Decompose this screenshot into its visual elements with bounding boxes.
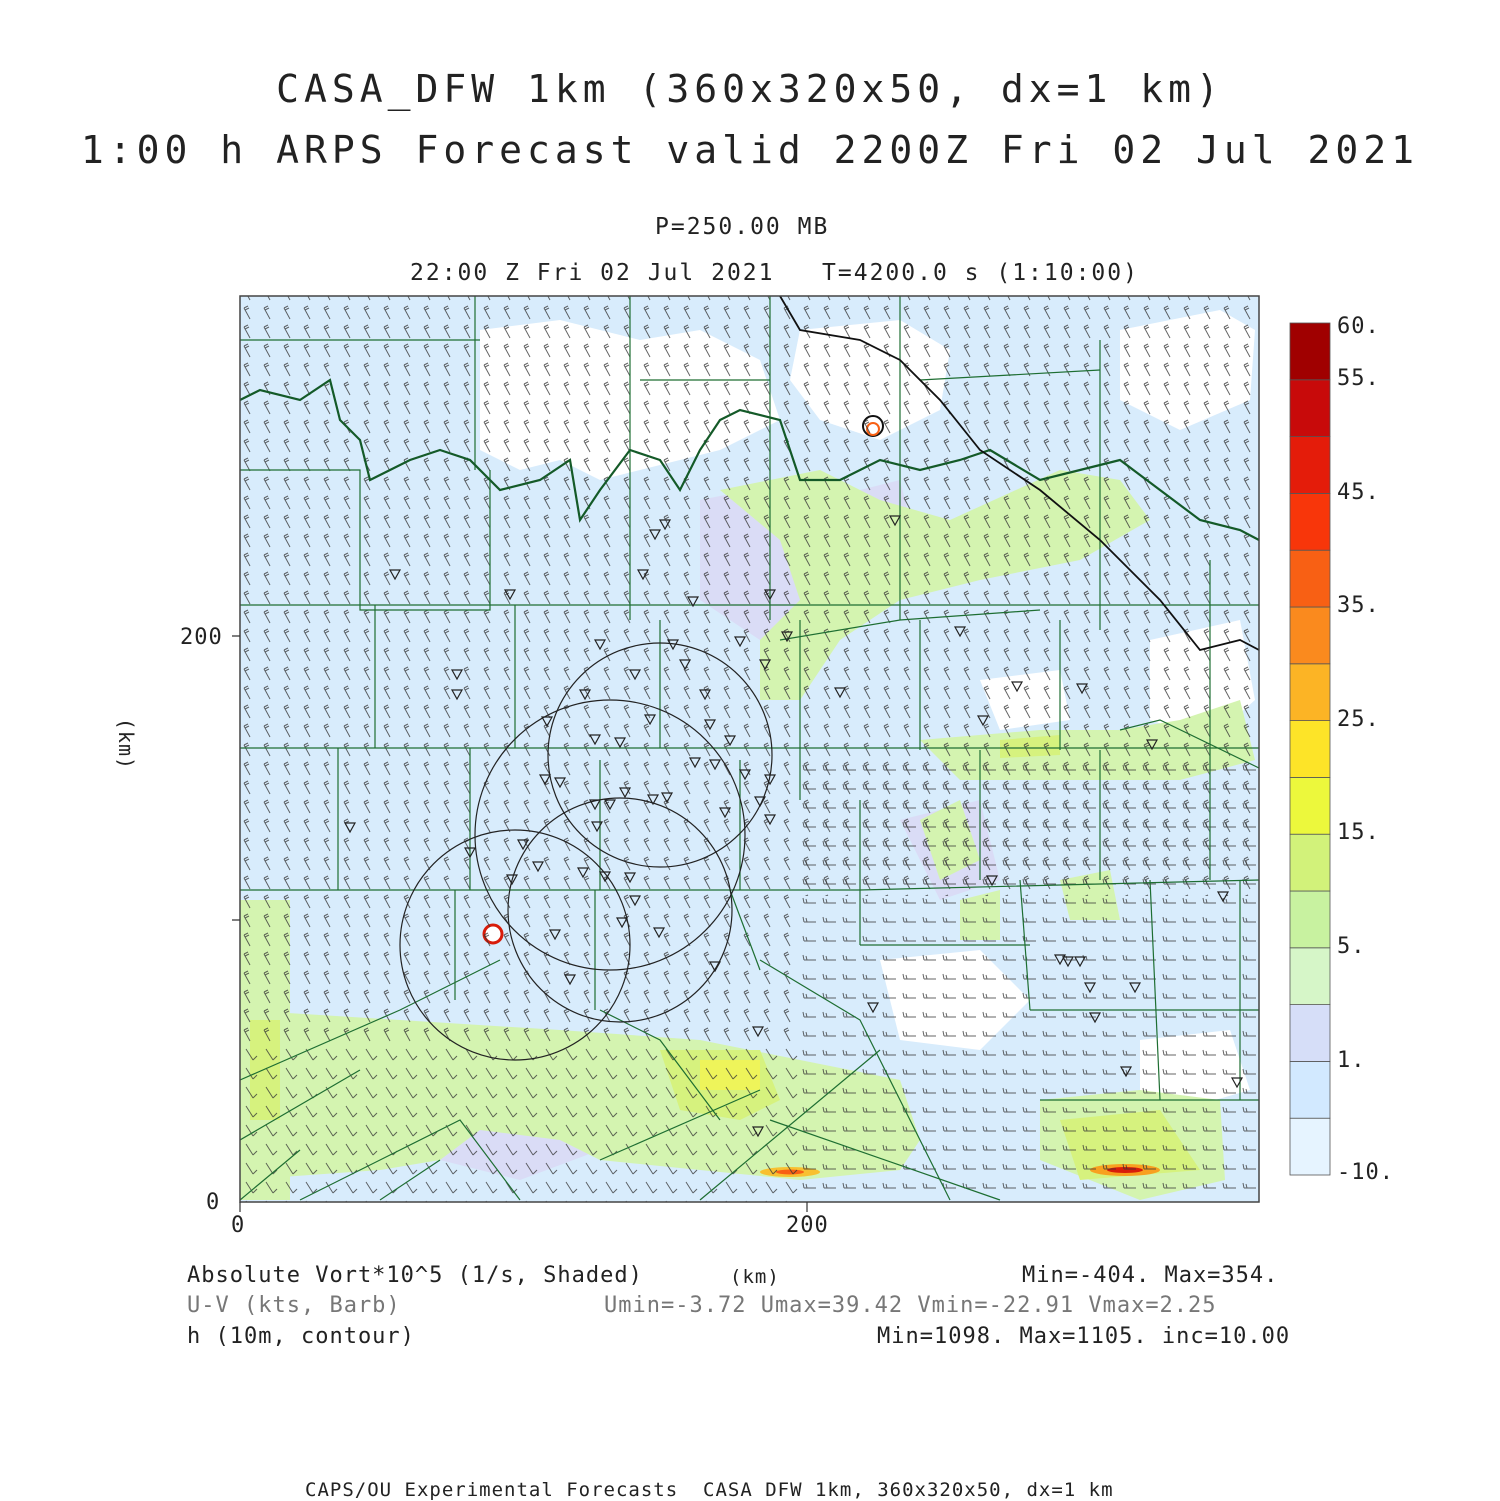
field1-description: Absolute Vort*10^5 (1/s, Shaded)	[187, 1263, 643, 1288]
colorbar-swatch	[1290, 380, 1330, 437]
colorbar-swatch	[1290, 1061, 1330, 1118]
map-title-line1: CASA_DFW 1km (360x320x50, dx=1 km)	[276, 67, 1224, 111]
valid-time-label: 22:00 Z Fri 02 Jul 2021 T=4200.0 s (1:10:00)	[410, 260, 1139, 286]
colorbar-swatch	[1290, 607, 1330, 664]
colorbar-label: 1.	[1337, 1048, 1366, 1073]
colorbar-swatch	[1290, 664, 1330, 721]
map-title-line2: 1:00 h ARPS Forecast valid 2200Z Fri 02 Jul 2021	[80, 128, 1420, 172]
y-tick-0: 0	[206, 1190, 221, 1215]
colorbar-swatch	[1290, 834, 1330, 891]
colorbar-swatch	[1290, 891, 1330, 948]
x-axis-unit: (km)	[730, 1266, 780, 1288]
colorbar-swatch	[1290, 1005, 1330, 1062]
credit-line: CAPS/OU Experimental Forecasts CASA DFW 1km, 360x320x50, dx=1 km	[305, 1479, 1114, 1501]
colorbar-swatch	[1290, 948, 1330, 1005]
y-tick-200: 200	[180, 625, 223, 650]
colorbar-swatch	[1290, 493, 1330, 550]
colorbar-swatch	[1290, 721, 1330, 778]
colorbar-label: 5.	[1337, 934, 1366, 959]
colorbar-swatch	[1290, 550, 1330, 607]
field2-range: Umin=-3.72 Umax=39.42 Vmin=-22.91 Vmax=2.25	[604, 1293, 1217, 1318]
colorbar-swatch	[1290, 1118, 1330, 1175]
field3-range: Min=1098. Max=1105. inc=10.00	[877, 1324, 1291, 1349]
colorbar-label: 55.	[1337, 366, 1380, 391]
pressure-level-label: P=250.00 MB	[655, 214, 830, 240]
colorbar-label: 15.	[1337, 820, 1380, 845]
x-tick-200: 200	[786, 1213, 829, 1238]
field3-description: h (10m, contour)	[187, 1324, 415, 1349]
colorbar-label: 25.	[1337, 707, 1380, 732]
colorbar-swatch	[1290, 323, 1330, 380]
x-tick-0: 0	[231, 1213, 246, 1238]
field2-description: U-V (kts, Barb)	[187, 1293, 401, 1318]
colorbar-label: -10.	[1337, 1160, 1394, 1185]
colorbar-swatch	[1290, 437, 1330, 494]
colorbar-label: 35.	[1337, 593, 1380, 618]
colorbar-swatch	[1290, 777, 1330, 834]
colorbar	[1290, 323, 1330, 1175]
colorbar-label: 45.	[1337, 480, 1380, 505]
vorticity-shading	[240, 296, 1259, 1202]
field1-range: Min=-404. Max=354.	[1022, 1263, 1279, 1288]
colorbar-label: 60.	[1337, 314, 1380, 339]
y-axis-unit: (km)	[114, 717, 139, 771]
